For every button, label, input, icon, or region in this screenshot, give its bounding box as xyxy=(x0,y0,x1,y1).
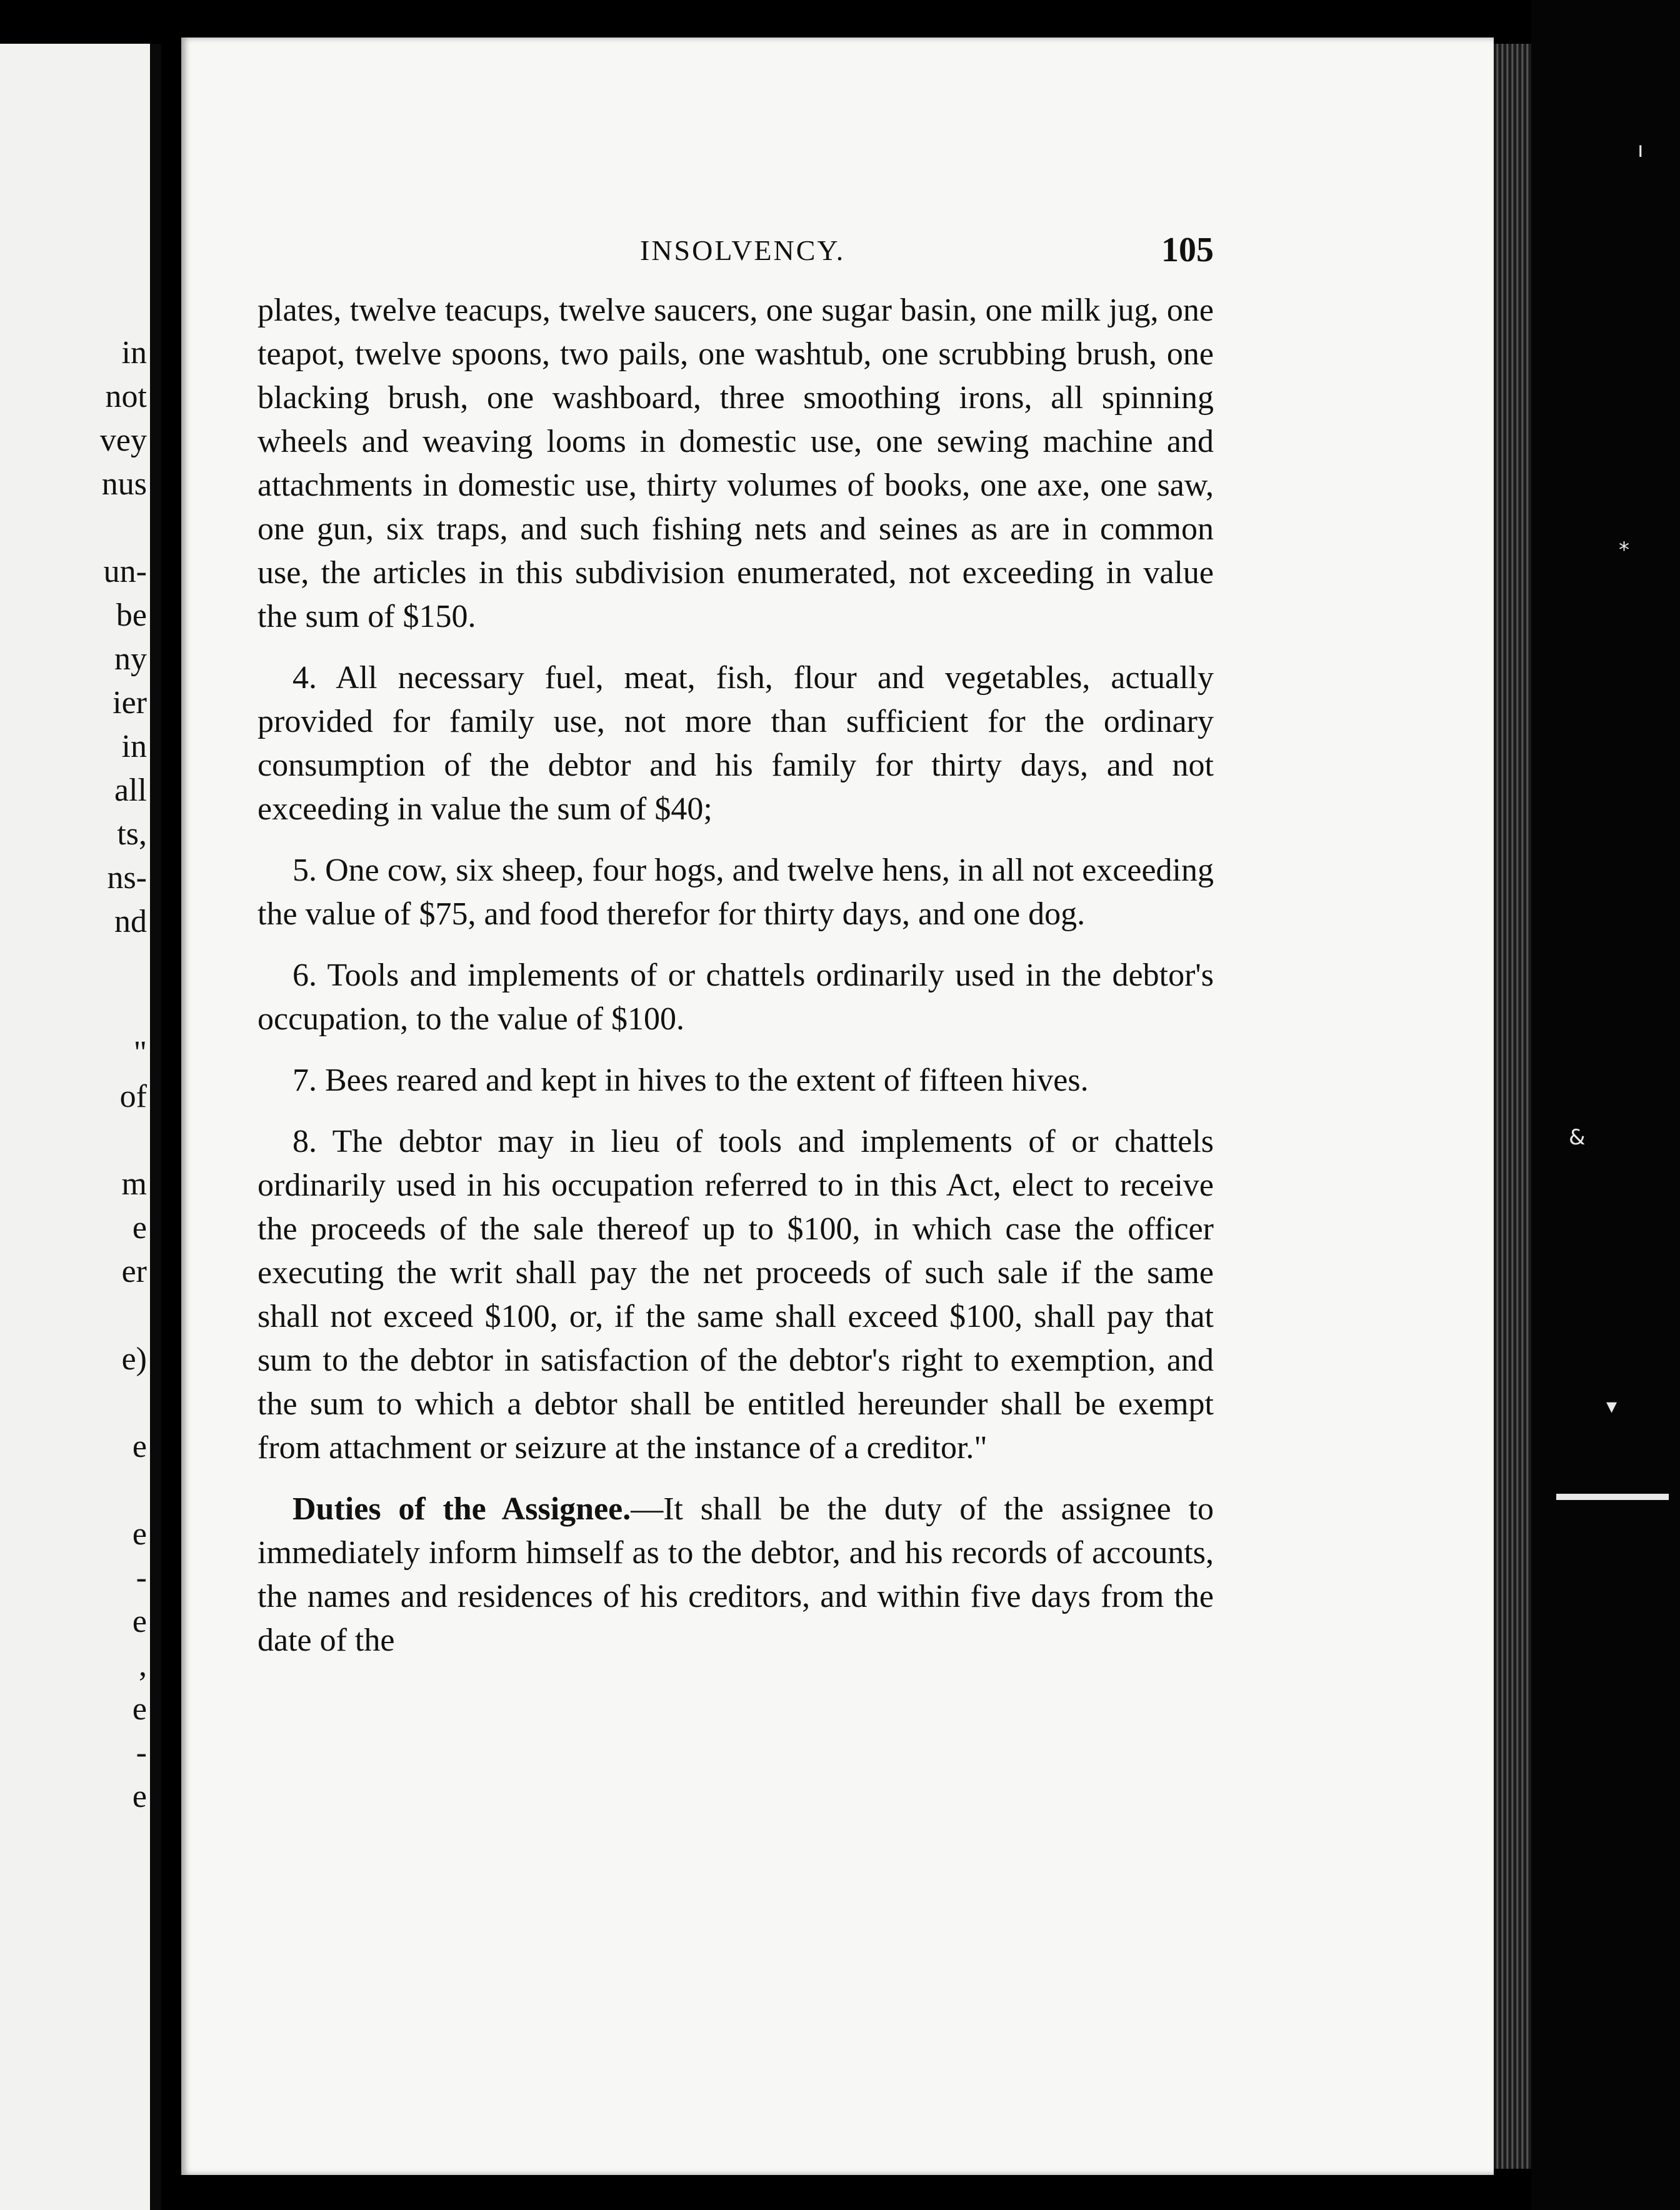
scan-speck: & xyxy=(1569,1125,1586,1150)
facing-page-fragment: not xyxy=(105,379,147,414)
facing-page-fragment: in xyxy=(121,335,147,371)
facing-page-fragment: - xyxy=(136,1560,147,1596)
facing-page-fragment: er xyxy=(121,1254,147,1289)
paragraph-8: 8. The debtor may in lieu of tools and implements of or chattels ordinarily used in his occupation referred to in this Act, elect to receive the proceeds of the sale thereof up to $100, in which case the officer executing the writ shall pay the net proceeds of such sale if the same shall not exceed $100, or, if the same shall exceed $100, shall pay that sum to the debtor in satisfaction of the debtor's right to exemption, and the sum to which a debtor shall be entitled hereunder shall be exempt from attachment or seizure at the instance of a creditor." xyxy=(258,1124,1214,1466)
facing-page-fragment: ier xyxy=(112,685,147,721)
facing-page-fragment xyxy=(0,1381,147,1425)
body-text xyxy=(258,289,1214,1680)
facing-page-fragment: ny xyxy=(114,641,147,677)
paragraph-6: 6. Tools and implements of or chattels ordinarily used in the debtor's occupation, to the value of $100. xyxy=(258,958,1214,1037)
facing-page-fragment: nus xyxy=(101,466,147,502)
facing-page-fragment: e xyxy=(132,1210,147,1246)
facing-page-fragment xyxy=(0,988,147,1031)
running-head xyxy=(258,230,1214,274)
facing-page-fragment: ns- xyxy=(107,860,147,896)
facing-page-fragment xyxy=(0,1469,147,1512)
paragraph-5: 5. One cow, six sheep, four hogs, and twelve hens, in all not exceeding the value of $75, and food therefor for thirty days, and one dog. xyxy=(258,852,1214,932)
facing-page-fragment xyxy=(0,944,147,988)
facing-page-fragment: vey xyxy=(99,422,147,458)
scan-speck: * xyxy=(1619,538,1629,562)
facing-page-fragment: e xyxy=(132,1516,147,1552)
scan-speck: ▾ xyxy=(1606,1394,1618,1419)
facing-page-fragment: in xyxy=(121,729,147,764)
scan-streak xyxy=(1556,1494,1669,1500)
facing-page-fragment xyxy=(0,506,147,550)
facing-page-fragment: be xyxy=(116,598,147,633)
facing-page-fragment: nd xyxy=(114,904,147,939)
facing-page-fragment: - xyxy=(136,1735,147,1771)
paragraph-continued: plates, twelve teacups, twelve saucers, one sugar basin, one milk jug, one teapot, twelve spoons, two pails, one washtub, one scrubbing brush, one blacking brush, one washboard, three smoothing irons, all spinning wheels and weaving looms in domestic use, one sewing machine and attachments in domestic use, thirty volumes of books, one axe, one saw, one gun, six traps, and such fishing nets and seines as are in common use, the articles in this subdivision enumerated, not exceeding in value the sum of $150. xyxy=(258,292,1214,634)
paragraph-duties xyxy=(258,1488,1214,1662)
page-edges xyxy=(1494,44,1531,2169)
background-right xyxy=(1531,0,1680,2210)
section-heading-duties: Duties of the Assignee. xyxy=(292,1491,631,1527)
facing-page-fragment: ts, xyxy=(117,816,147,852)
facing-page-fragment: e xyxy=(132,1779,147,1814)
duties-text: —It shall be the duty of the assignee to immediately inform himself as to the debtor, and his records of accounts, the names and residences of his creditors, and within five days from the date of the xyxy=(258,1491,1214,1658)
running-title: INSOLVENCY. xyxy=(640,234,846,266)
scan-speck: ı xyxy=(1638,138,1644,162)
facing-page-fragment xyxy=(0,1294,147,1338)
facing-page xyxy=(0,44,161,2210)
facing-page-fragment: e) xyxy=(121,1341,147,1377)
facing-page-fragment: un- xyxy=(103,554,147,589)
facing-page-fragment: , xyxy=(139,1648,147,1683)
page-number: 105 xyxy=(1161,231,1214,269)
paragraph-4: 4. All necessary fuel, meat, fish, flour and vegetables, actually provided for family use, not more than sufficient for the ordinary consumption of the debtor and his family for thirty days, and not exceeding in value the sum of $40; xyxy=(258,660,1214,827)
facing-page-fragment: m xyxy=(121,1166,147,1202)
facing-page-text-fragments xyxy=(0,331,147,1819)
facing-page-fragment: e xyxy=(132,1429,147,1464)
facing-page-fragment xyxy=(0,1119,147,1162)
facing-page-fragment: " xyxy=(133,1035,147,1071)
facing-page-fragment: e xyxy=(132,1691,147,1727)
facing-page-fragment: all xyxy=(114,772,147,808)
facing-page-fragment: e xyxy=(132,1604,147,1639)
paragraph-7: 7. Bees reared and kept in hives to the extent of fifteen hives. xyxy=(292,1062,1089,1098)
facing-page-fragment: of xyxy=(119,1079,147,1114)
